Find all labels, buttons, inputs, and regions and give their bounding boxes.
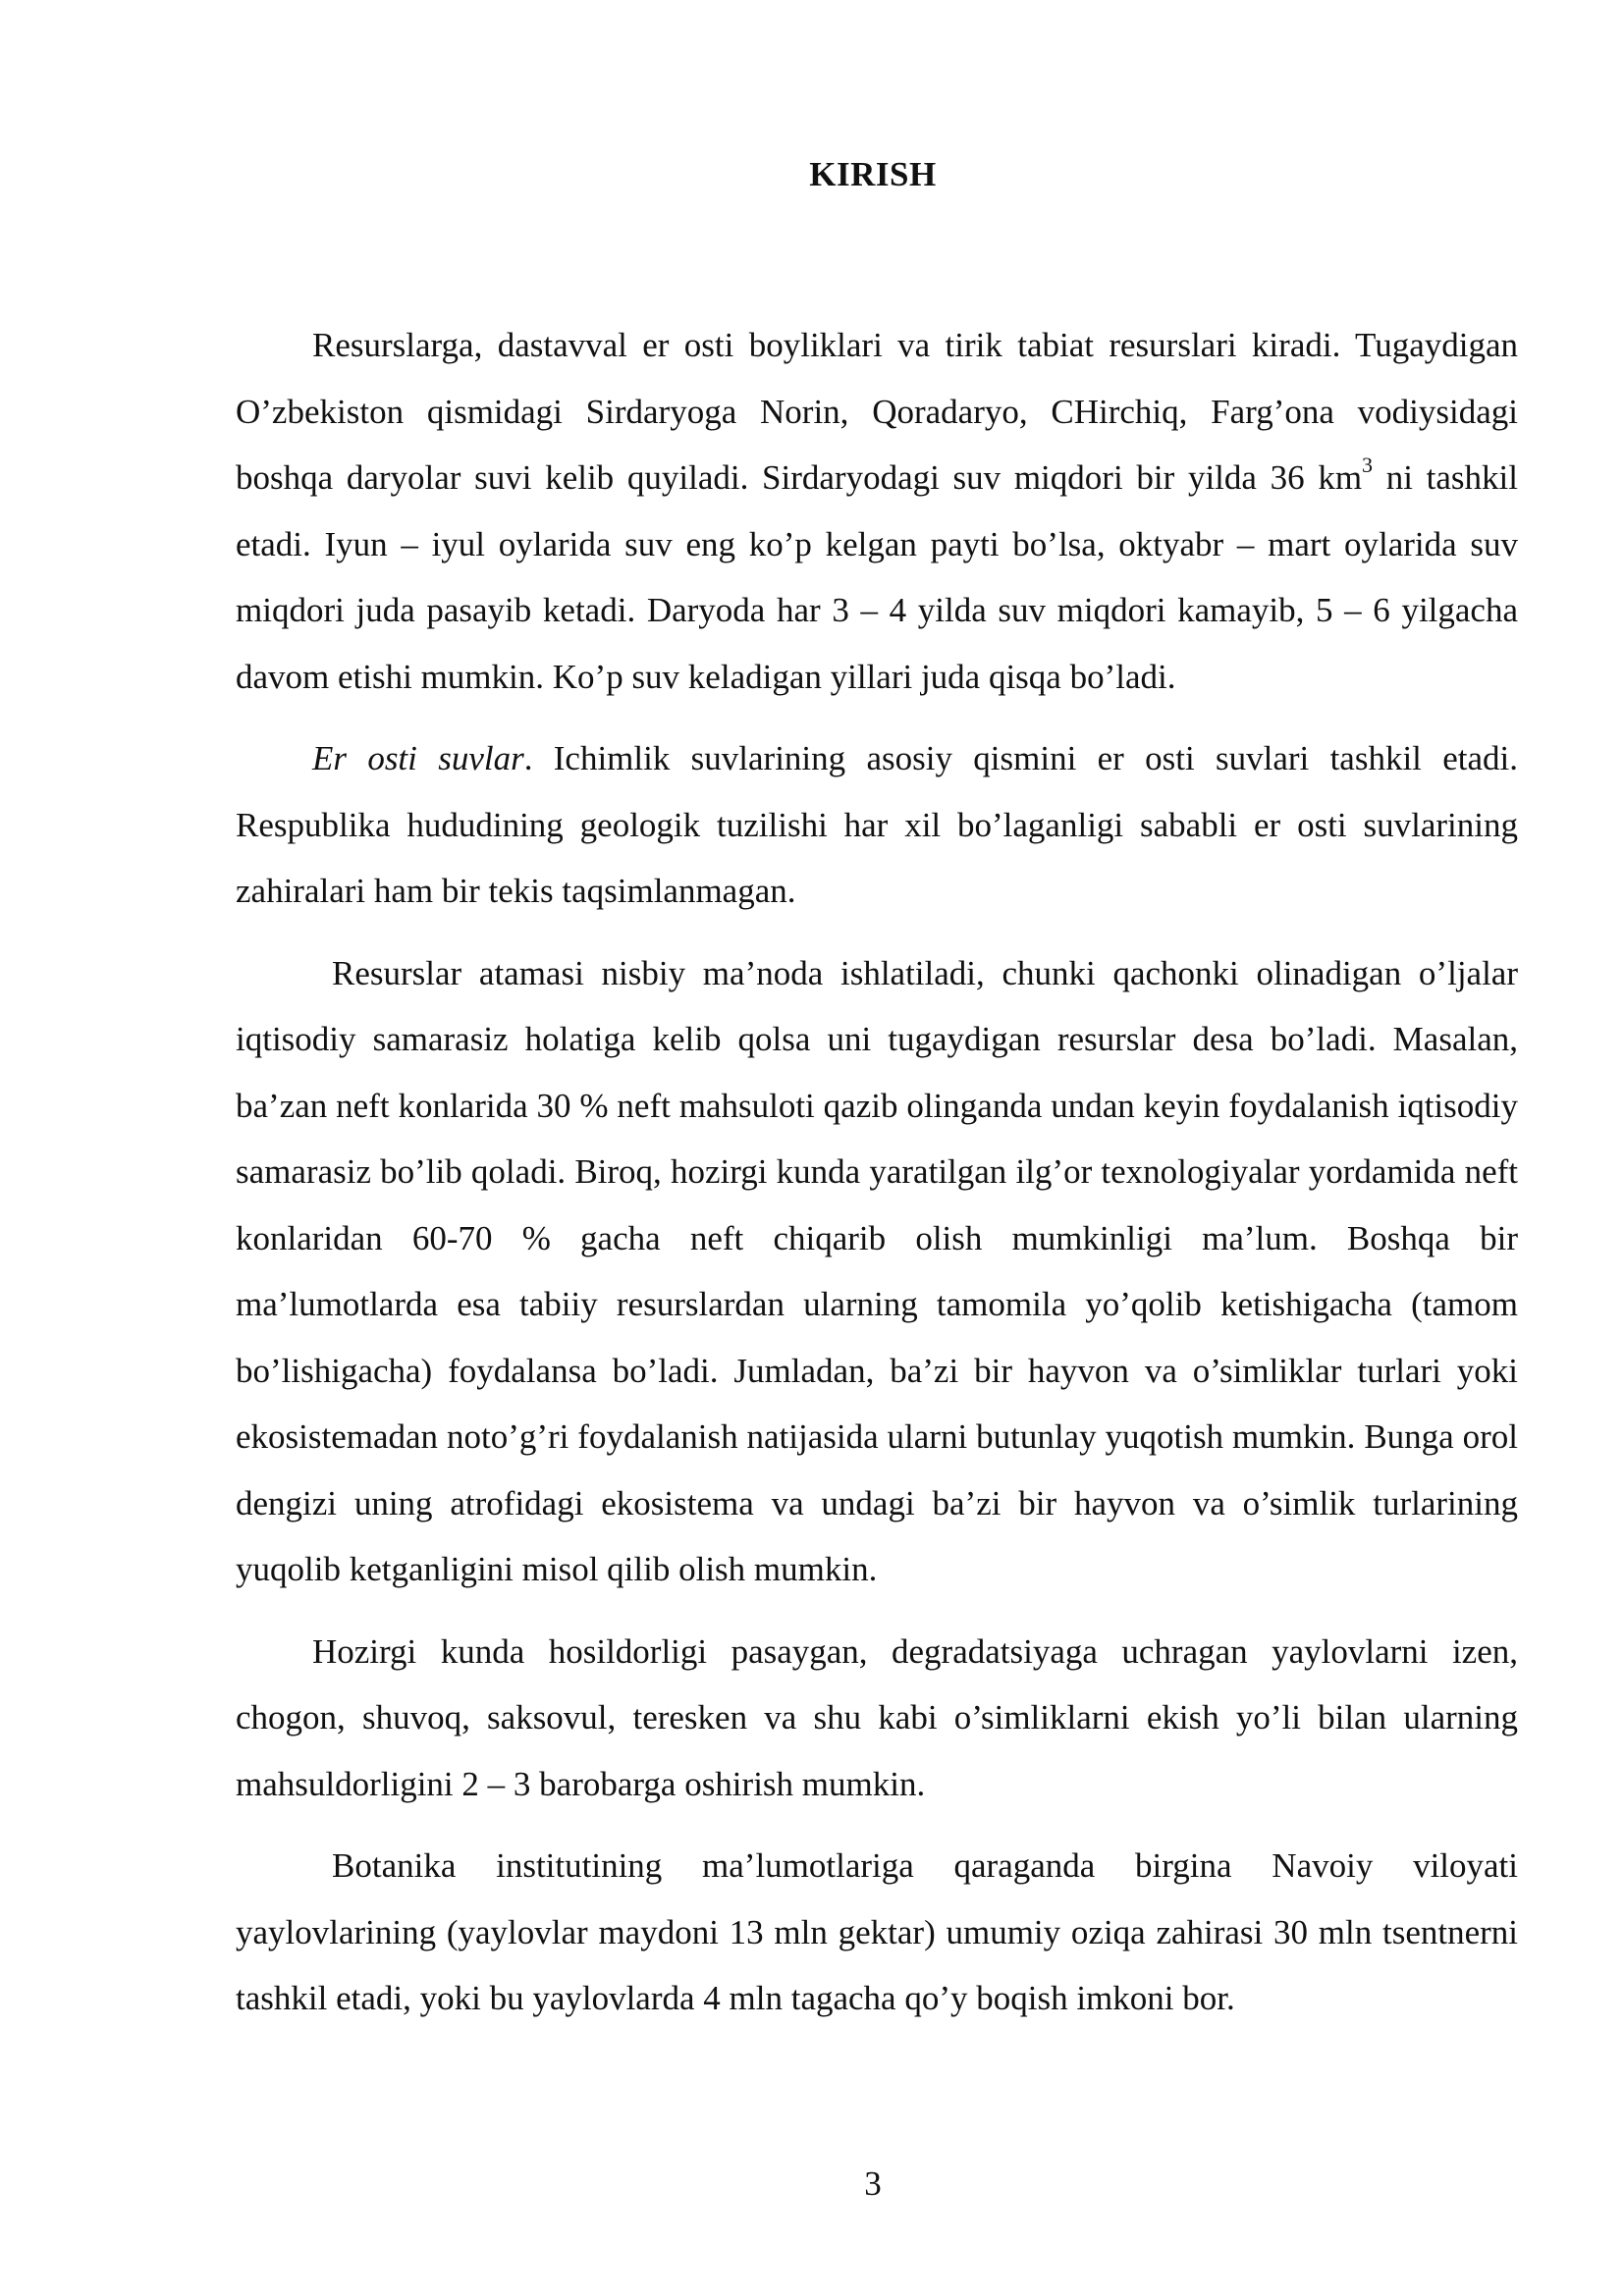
paragraph-2-text: . Ichimlik suvlarining asosiy qismini er osti suvlari tashkil etadi. Respublika hududining geologik tuzilishi har xil bo’laganligi sababli er osti suvlarining zahiralari ham bir tekis taqsimlanmagan. — [236, 739, 1518, 910]
paragraph-2-italic-term: Er osti suvlar — [312, 739, 524, 777]
paragraph-3: Resurslar atamasi nisbiy ma’noda ishlatiladi, chunki qachonki olinadigan o’ljalar iqtisodiy samarasiz holatiga kelib qolsa uni tugaydigan resurslar desa bo’ladi. Masalan, ba’zan neft konlarida 30 % neft mahsuloti qazib olinganda undan keyin foydalanish iqtisodiy samarasiz bo’lib qoladi. Biroq, hozirgi kunda yaratilgan ilg’or texnologiyalar yordamida neft konlaridan 60-70 % gacha neft chiqarib olish mumkinligi ma’lum. Boshqa bir ma’lumotlarda esa tabiiy resurslardan ularning tamomila yo’qolib ketishigacha (tamom bo’lishigacha) foydalansa bo’ladi. Jumladan, ba’zi bir hayvon va o’simliklar turlari yoki ekosistemadan noto’g’ri foydalanish natijasida ularni butunlay yuqotish mumkin. Bunga orol dengizi uning atrofidagi ekosistema va undagi ba’zi bir hayvon va o’simlik turlarining yuqolib ketganligini misol qilib olish mumkin. — [236, 953, 1518, 1588]
paragraph-1-text-a: Resurslarga, dastavval er osti boyliklari va tirik tabiat resurslari kiradi. Tugaydigan O’zbekiston qismidagi Sirdaryoga Norin, Qoradaryo, CHirchiq, Farg’ona vodiysidagi boshqa daryolar suvi kelib quyiladi. Sirdaryodagi suv miqdori bir yilda 36 km — [236, 326, 1518, 497]
paragraph-4: Hozirgi kunda hosildorligi pasaygan, degradatsiyaga uchragan yaylovlarni izen, chogon, shuvoq, saksovul, teresken va shu kabi o’simliklarni ekish yo’li bilan ularning mahsuldorligini 2 – 3 barobarga oshirish mumkin. — [236, 1631, 1518, 1803]
paragraph-1 — [236, 312, 1518, 710]
superscript-cube: 3 — [1362, 453, 1374, 478]
body-text — [236, 312, 1518, 2032]
page-title: KIRISH — [809, 155, 937, 193]
paragraph-5: Botanika institutining ma’lumotlariga qaraganda birgina Navoiy viloyati yaylovlarining (yaylovlar maydoni 13 mln gektar) umumiy oziqa zahirasi 30 mln tsentnerni tashkil etadi, yoki bu yaylovlarda 4 mln tagacha qo’y boqish imkoni bor. — [236, 1846, 1518, 2017]
page-number: 3 — [864, 2164, 882, 2203]
paragraph-1-text-b: ni tashkil etadi. Iyun – iyul oylarida suv eng ko’p kelgan payti bo’lsa, oktyabr – mart oylarida suv miqdori juda pasayib ketadi. Daryoda har 3 – 4 yilda suv miqdori kamayib, 5 – 6 yilgacha davom etishi mumkin. Ko’p suv keladigan yillari juda qisqa bo’ladi. — [236, 458, 1518, 696]
paragraph-2 — [236, 725, 1518, 925]
